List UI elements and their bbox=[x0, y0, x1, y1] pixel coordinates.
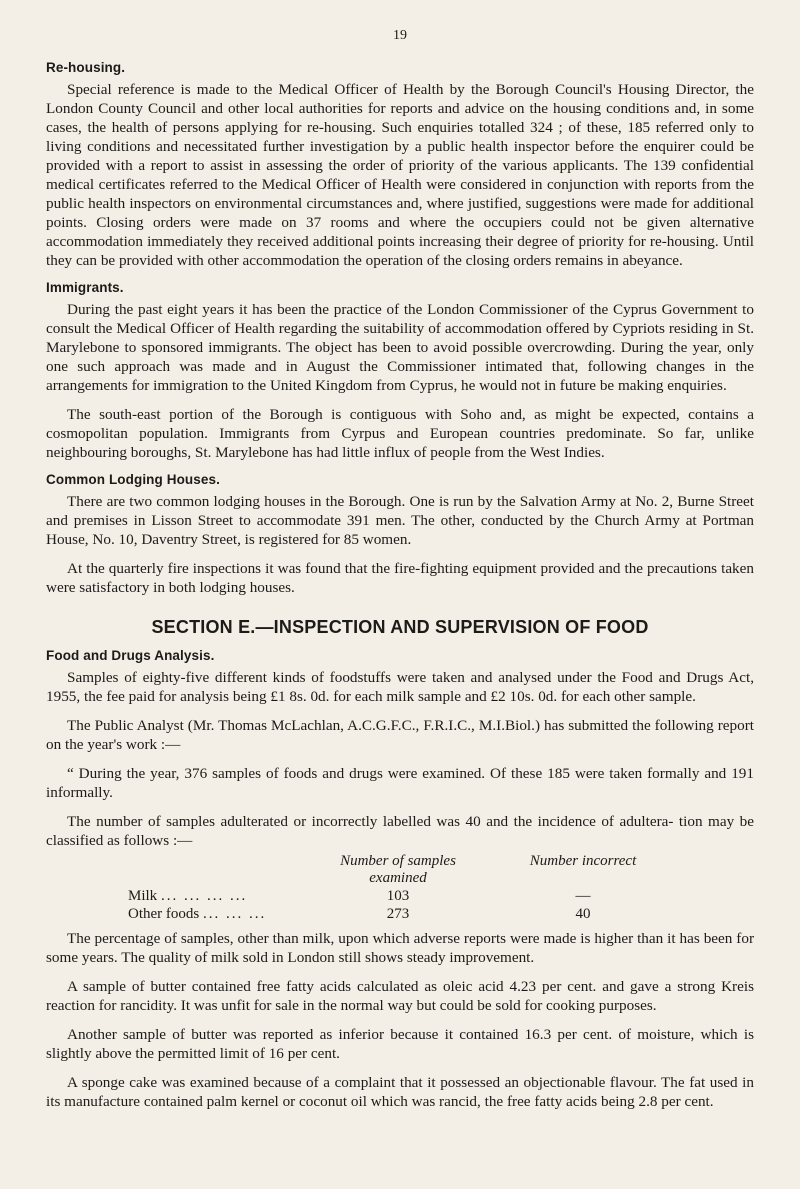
heading-food-drugs: Food and Drugs Analysis. bbox=[46, 648, 215, 663]
table-cell-incorrect: 40 bbox=[575, 906, 591, 922]
section-e-title: SECTION E.—INSPECTION AND SUPERVISION OF FOOD bbox=[151, 617, 649, 637]
samples-table bbox=[128, 853, 688, 923]
leader-dots: ... ... ... ... bbox=[160, 888, 248, 904]
table-header-label bbox=[128, 853, 318, 887]
paragraph-food-7: Another sample of butter was reported as inferior because it contained 16.3 per cent. of moisture, which is slightly above the permitted limit of 16 per cent. bbox=[46, 1026, 754, 1062]
paragraph-food-5: The percentage of samples, other than milk, upon which adverse reports were made is higher than it has been for some years. The quality of milk sold in London still shows steady improvement. bbox=[46, 930, 754, 966]
paragraph-food-6: A sample of butter contained free fatty acids calculated as oleic acid 4.23 per cent. and gave a strong Kreis reaction for rancidity. It was unfit for sale in the normal way but could be sold for cooking purposes. bbox=[46, 978, 754, 1014]
paragraph-rehousing-1: Special reference is made to the Medical Officer of Health by the Borough Council's Housing Director, the London County Council and other local authorities for reports and advice on the housing conditions and, in some cases, the health of persons applying for re-housing. Such enquiries totalled 324 ; of these, 185 referred only to living conditions and necessitated further investigation by a public health inspector before the enquirer could be provided with a report to assist in assessing the order of priority of the various applicants. The 139 confidential medical certificates referred to the Medical Officer of Health were considered in conjunction with reports from the public health inspectors on environmental circumstances and, where justified, suggestions were made for additional points. Closing orders were made on 37 rooms and where the occupiers could not be given alternative accommodation immediately they received additional points increasing their degree of priority for re-housing. Until they can be provided with other accommodation the operation of the closing orders remains in abeyance. bbox=[46, 81, 754, 269]
leader-dots: ... ... ... bbox=[203, 906, 267, 922]
paragraph-food-2: The Public Analyst (Mr. Thomas McLachlan, A.C.G.F.C., F.R.I.C., M.I.Biol.) has submitted the following report on the year's work :— bbox=[46, 717, 754, 753]
paragraph-lodging-2: At the quarterly fire inspections it was found that the fire-fighting equipment provided and the precautions taken were satisfactory in both lodging houses. bbox=[46, 560, 754, 596]
row-label-text: Other foods bbox=[128, 906, 200, 922]
table-row bbox=[128, 887, 688, 905]
heading-lodging: Common Lodging Houses. bbox=[46, 472, 220, 487]
heading-immigrants: Immigrants. bbox=[46, 280, 124, 295]
heading-rehousing: Re-housing. bbox=[46, 60, 126, 75]
paragraph-food-8: A sponge cake was examined because of a complaint that it possessed an objectionable flavour. The fat used in its manufacture contained palm kernel or coconut oil which was rancid, the free fatty acids being 2.8 per cent. bbox=[46, 1074, 754, 1110]
table-row-label bbox=[128, 887, 318, 905]
paragraph-food-1: Samples of eighty-five different kinds of foodstuffs were taken and analysed under the Food and Drugs Act, 1955, the fee paid for analysis being £1 8s. 0d. for each milk sample and £2 10s. 0d. for each other sample. bbox=[46, 669, 754, 705]
paragraph-food-4: The number of samples adulterated or incorrectly labelled was 40 and the incidence of adultera- tion may be classified as follows :— bbox=[46, 813, 754, 849]
table-cell-examined: 103 bbox=[386, 888, 410, 904]
paragraph-food-3: “ During the year, 376 samples of foods and drugs were examined. Of these 185 were taken formally and 191 informally. bbox=[46, 765, 754, 801]
table-row-label bbox=[128, 905, 318, 923]
paragraph-immigrants-2: The south-east portion of the Borough is contiguous with Soho and, as might be expected, contains a cosmopolitan population. Immigrants from Cyrpus and European countries predominate. So far, unlike neighbouring boroughs, St. Marylebone has had little influx of people from the West Indies. bbox=[46, 406, 754, 461]
row-label-text: Milk bbox=[128, 888, 158, 904]
page-number: 19 bbox=[393, 28, 407, 43]
table-cell-incorrect: — bbox=[575, 888, 591, 904]
table-header-incorrect: Number incorrect bbox=[529, 853, 637, 869]
table-header-examined: Number of samples examined bbox=[340, 853, 456, 886]
paragraph-lodging-1: There are two common lodging houses in the Borough. One is run by the Salvation Army at No. 2, Burne Street and premises in Lisson Street to accommodate 391 men. The other, conducted by the Church Army at Portman House, No. 10, Daventry Street, is registered for 85 women. bbox=[46, 493, 754, 548]
table-row bbox=[128, 905, 688, 923]
table-header-row bbox=[128, 853, 688, 887]
table-cell-examined: 273 bbox=[386, 906, 410, 922]
paragraph-immigrants-1: During the past eight years it has been the practice of the London Commissioner of the Cyprus Government to consult the Medical Officer of Health regarding the suitability of accommodation offered by Cypriots residing in St. Marylebone to sponsored immigrants. The object has been to avoid possible overcrowding. During the year, only one such approach was made and in August the Commissioner intimated that, following changes in the arrangements for immigration to the United Kingdom from Cyprus, he would not in future be making enquiries. bbox=[46, 301, 754, 394]
